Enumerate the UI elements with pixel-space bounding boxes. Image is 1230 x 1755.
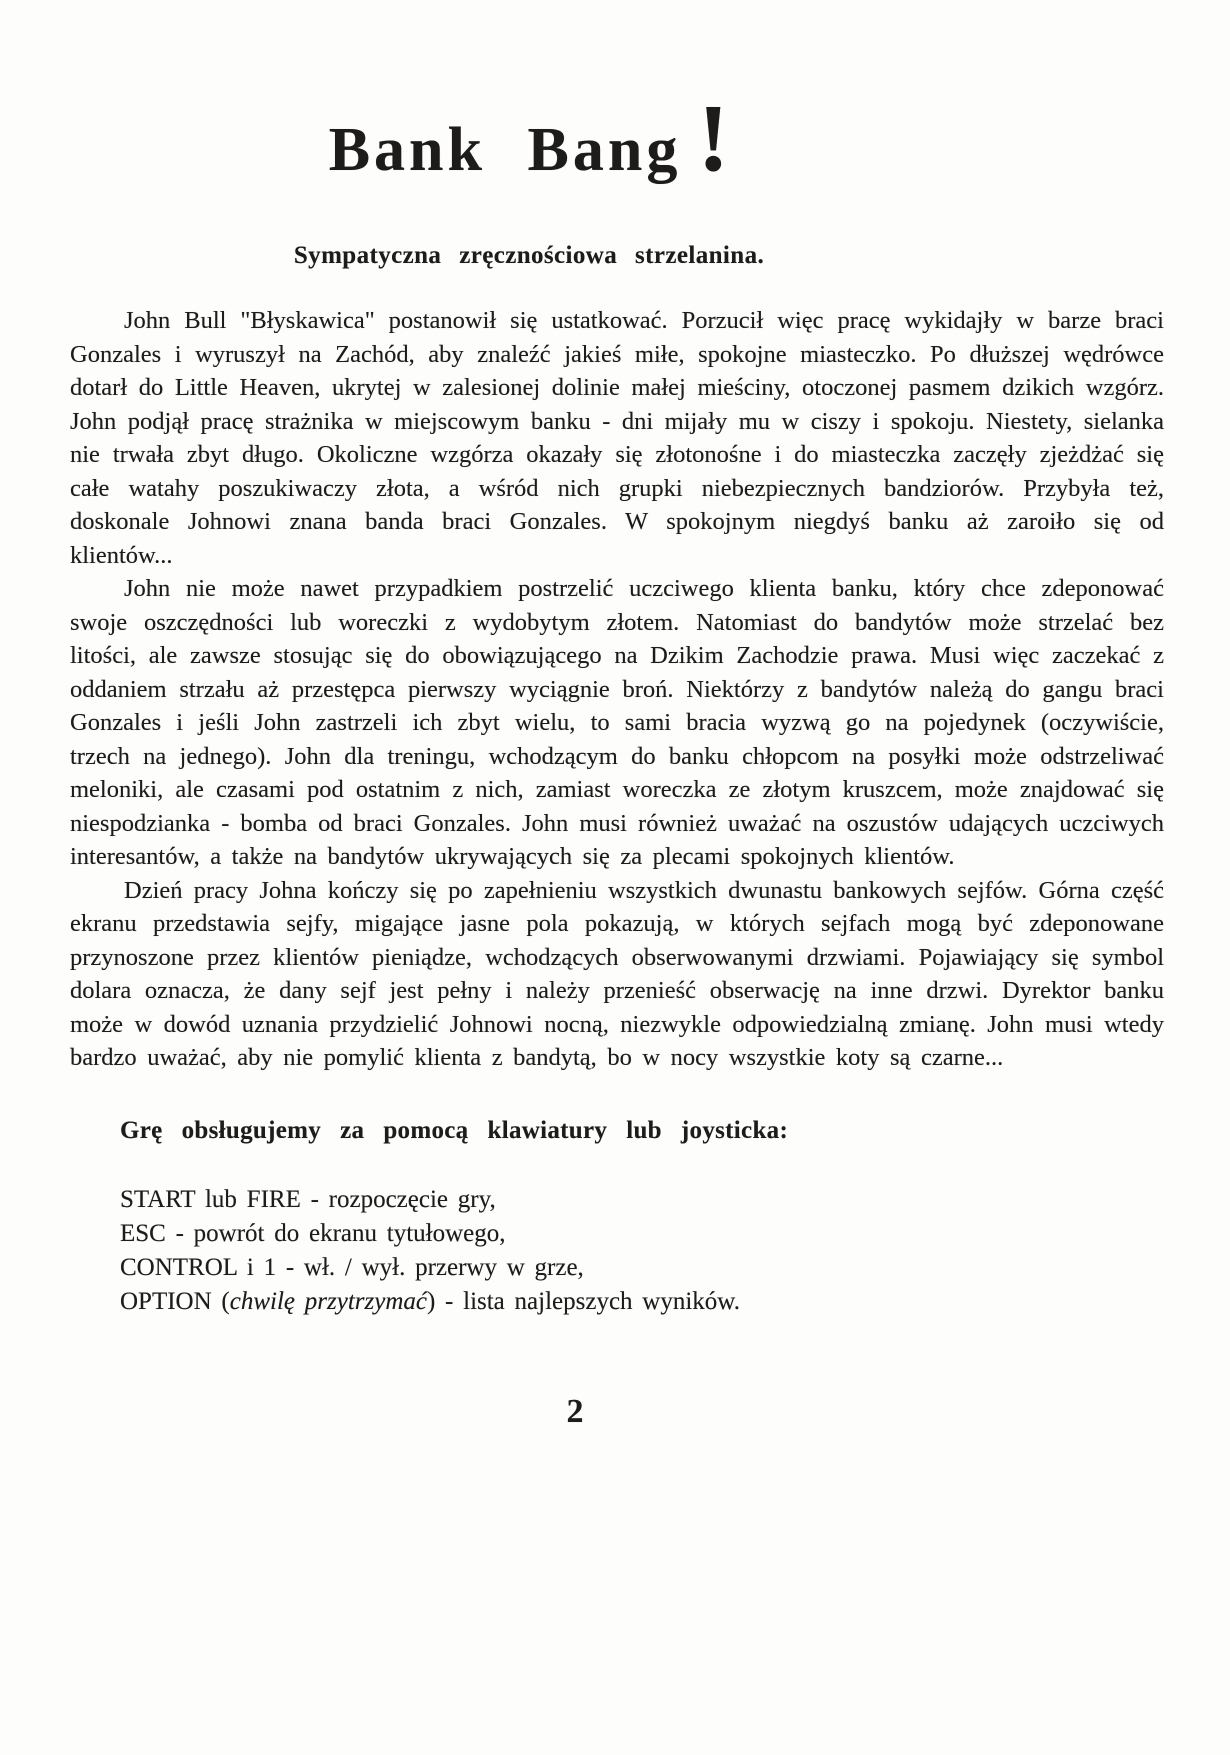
page-number: 2: [566, 1392, 584, 1430]
story-paragraph-3: Dzień pracy Johna kończy się po zapełnieniu wszystkich dwunastu bankowych sejfów. Górna część ekranu przedstawia sejfy, migające jasne pola pokazują, w których sejfach mogą być zdeponowane przynoszone przez klientów pieniądze, wchodzących obserwowanymi drzwiami. Pojawiający się symbol dolara oznacza, że dany sejf jest pełny i należy przenieść obserwację na inne drzwi. Dyrektor banku może w dowód uznania przydzielić Johnowi nocną, niezwykle odpowiedzialną zmianę. John musi wtedy bardzo uważać, aby nie pomylić klienta z bandytą, bo w nocy wszystkie koty są czarne...: [70, 876, 1164, 1071]
story-paragraph-2: John nie może nawet przypadkiem postrzelić uczciwego klienta banku, który chce zdeponować swoje oszczędności lub woreczki z wydobytym złotem. Natomiast do bandytów może strzelać bez litości, ale zawsze stosując się do obowiązującego na Dzikim Zachodzie prawa. Musi więc zaczekać z oddaniem strzału aż przestępca pierwszy wyciągnie broń. Niektórzy z bandytów należą do gangu braci Gonzales i jeśli John zastrzeli ich zbyt wielu, to sami bracia wyzwą go na pojedynek (oczywiście, trzech na jednego). John dla treningu, wchodzącym do banku chłopcom na posyłki może odstrzeliwać meloniki, ale czasami pod ostatnim z nich, zamiast woreczka ze złotym kruszcem, może znajdować się niespodzianka - bomba od braci Gonzales. John musi również uważać na oszustów udających uczciwych interesantów, a także na bandytów ukrywających się za plecami spokojnych klientów.: [70, 575, 1164, 870]
control-option-suffix: ) - lista najlepszych wyników.: [426, 1287, 740, 1315]
control-line-start-fire: START lub FIRE - rozpoczęcie gry,: [120, 1185, 496, 1213]
page-header: [0, 84, 1144, 270]
game-subtitle: Sympatyczna zręcznościowa strzelanina.: [293, 242, 765, 269]
game-title-text: Bank Bang: [328, 116, 682, 184]
control-option-italic-note: chwilę przytrzymać: [229, 1287, 427, 1315]
controls-heading: Grę obsługujemy za pomocą klawiatury lub joysticka:: [120, 1116, 789, 1144]
control-line-control-1: CONTROL i 1 - wł. / wył. przerwy w grze,: [120, 1253, 584, 1281]
control-line-esc: ESC - powrót do ekranu tytułowego,: [120, 1219, 506, 1247]
page-title: [0, 84, 1144, 216]
control-line-option: [120, 1285, 1230, 1319]
story-paragraph-1: John Bull "Błyskawica" postanowił się ustatkować. Porzucił więc pracę wykidajły w barze braci Gonzales i wyruszył na Zachód, aby znaleźć jakieś miłe, spokojne miasteczko. Po dłuższej wędrówce dotarł do Little Heaven, ukrytej w zalesionej dolinie małej mieściny, otoczonej pasmem dzikich wzgórz. John podjął pracę strażnika w miejscowym banku - dni mijały mu w ciszy i spokoju. Niestety, sielanka nie trwała zbyt długo. Okoliczne wzgórza okazały się złotonośne i do miasteczka zaczęły zjeżdżać się całe watahy poszukiwaczy złota, a wśród nich grupki niebezpiecznych bandziorów. Przybyła też, doskonale Johnowi znana banda braci Gonzales. W spokojnym niegdyś banku aż zaroiło się od klientów...: [70, 307, 1164, 569]
control-option-prefix: OPTION (: [120, 1287, 230, 1315]
title-exclamation-mark: !: [697, 84, 730, 191]
controls-list: [120, 1183, 1230, 1319]
story-text: [0, 304, 1230, 1075]
